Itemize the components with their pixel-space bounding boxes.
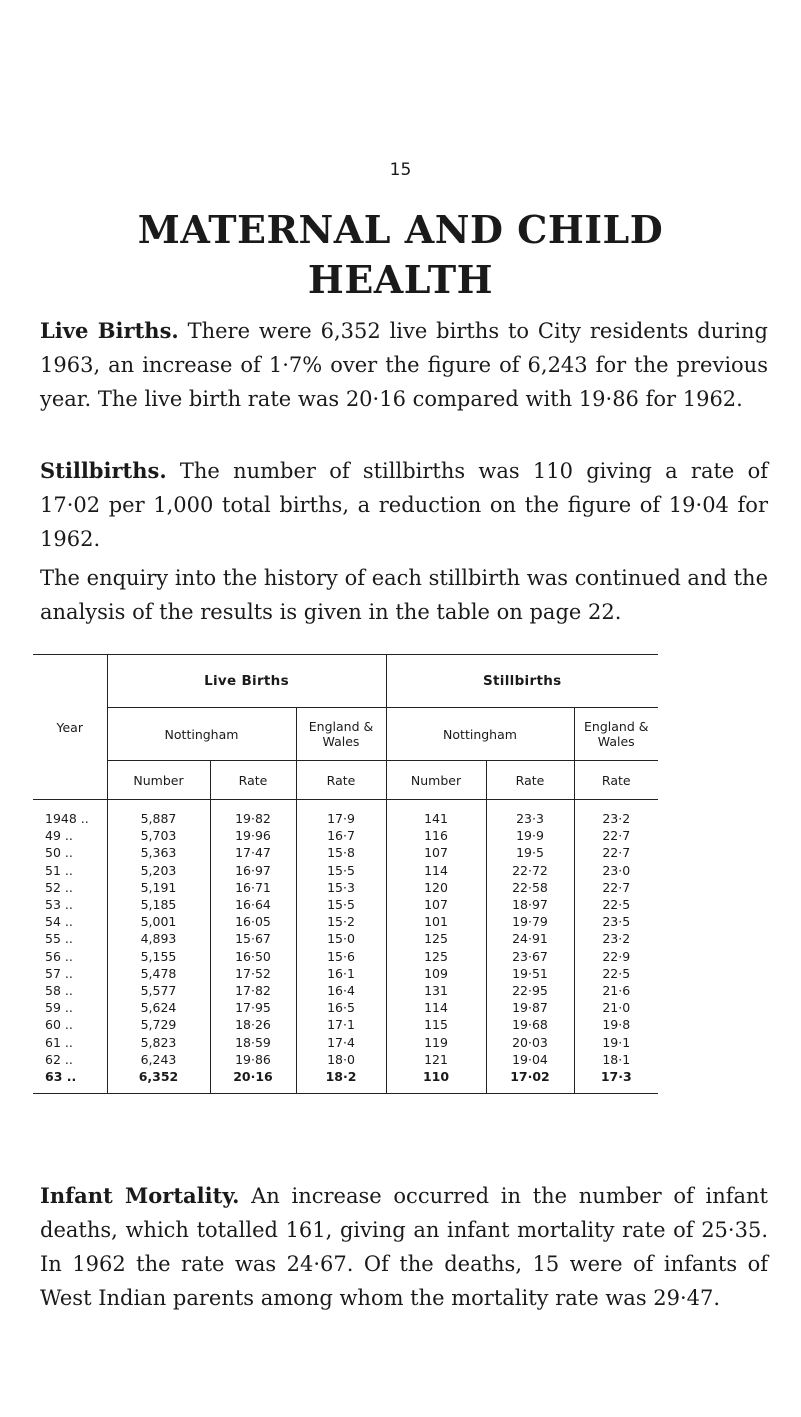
title-line-1: MATERNAL AND CHILD: [137, 207, 664, 252]
live-births-text: There were 6,352 live births to City residents during 1963, an increase of 1·7% over the figure of 6,243 for the previous year. The live birth rate was 20·16 compared with 19·86 for 1962.: [40, 319, 768, 411]
table-cell: 55 ..: [33, 930, 107, 947]
table-cell: 22·7: [602, 845, 631, 861]
table-cell: 1948 ..: [33, 800, 107, 828]
table-cell: 22·58: [486, 879, 574, 896]
table-cell: 19·5: [486, 844, 574, 861]
stillbirths-heading: Stillbirths.: [40, 458, 167, 483]
table-cell: 22·7: [602, 828, 631, 844]
live-number-header: Number: [107, 761, 210, 800]
live-births-group-header: Live Births: [107, 655, 386, 708]
page-number: 15: [389, 160, 412, 180]
table-cell: 125: [386, 948, 486, 965]
table-body: [33, 800, 658, 1094]
table-cell: 114: [386, 999, 486, 1016]
table-cell: 15·5: [296, 896, 386, 913]
table-cell: 101: [386, 913, 486, 930]
table-cell: 5,729: [107, 1016, 210, 1033]
table-cell: 115: [386, 1016, 486, 1033]
births-table: [33, 654, 658, 1094]
table-cell: 119: [386, 1034, 486, 1051]
table-cell: 5,001: [107, 913, 210, 930]
table-cell: 18·1: [602, 1051, 631, 1067]
table-cell: 20·16: [210, 1068, 296, 1094]
table-cell: 16·50: [210, 948, 296, 965]
infant-mortality-heading: Infant Mortality.: [40, 1183, 240, 1208]
still-rate-header: Rate: [486, 761, 574, 800]
table-cell: 19·04: [486, 1051, 574, 1068]
table-row: [33, 913, 658, 930]
table-cell: 125: [386, 930, 486, 947]
table-row: [33, 896, 658, 913]
still-number-header: Number: [386, 761, 486, 800]
table-cell: 19·1: [602, 1034, 631, 1050]
table-cell: 15·5: [296, 862, 386, 879]
table-cell: 18·2: [296, 1068, 386, 1094]
year-header: Year: [33, 655, 107, 800]
table-cell: 120: [386, 879, 486, 896]
table-cell: 17·47: [210, 844, 296, 861]
table-cell: 23·2: [602, 811, 631, 826]
table-cell: 17·82: [210, 982, 296, 999]
table-cell: 23·3: [486, 800, 574, 828]
table-cell: 116: [386, 827, 486, 844]
table-cell: 23·0: [602, 862, 631, 878]
table-cell: 23·67: [486, 948, 574, 965]
table-cell: 16·97: [210, 862, 296, 879]
table-cell: 18·59: [210, 1034, 296, 1051]
table-cell: 20·03: [486, 1034, 574, 1051]
table-row: [33, 982, 658, 999]
table-cell: 18·26: [210, 1016, 296, 1033]
table-cell: 51 ..: [33, 862, 107, 879]
table-cell: 17·52: [210, 965, 296, 982]
live-england-wales-header: England & Wales: [296, 708, 386, 761]
table-cell: 24·91: [486, 930, 574, 947]
table-cell: 21·0: [602, 1000, 631, 1016]
table-cell: 52 ..: [33, 879, 107, 896]
table-cell: 56 ..: [33, 948, 107, 965]
table-cell: 121: [386, 1051, 486, 1068]
table-row: [33, 1051, 658, 1068]
table-row: [33, 844, 658, 861]
table-cell: 57 ..: [33, 965, 107, 982]
table-cell: 15·8: [296, 844, 386, 861]
table-cell: 63 ..: [33, 1068, 107, 1094]
table-cell: 5,703: [107, 827, 210, 844]
table-cell: 21·6: [602, 983, 631, 999]
enquiry-paragraph: [40, 561, 768, 629]
table-cell: 22·72: [486, 862, 574, 879]
table-cell: 17·9: [296, 800, 386, 828]
table-cell: 16·71: [210, 879, 296, 896]
table-cell: 110: [386, 1068, 486, 1094]
table-row: [33, 1016, 658, 1033]
table-cell: 22·95: [486, 982, 574, 999]
table-row: [33, 879, 658, 896]
table-cell: 60 ..: [33, 1016, 107, 1033]
table-cell: 5,577: [107, 982, 210, 999]
table-cell: 5,185: [107, 896, 210, 913]
table-cell: 23·5: [602, 914, 631, 930]
table-cell: 16·5: [296, 999, 386, 1016]
table-cell: 6,352: [107, 1068, 210, 1094]
table-cell: 23·2: [602, 931, 631, 947]
table-cell: 6,243: [107, 1051, 210, 1068]
table-cell: 22·9: [602, 948, 631, 964]
table-cell: 5,823: [107, 1034, 210, 1051]
table-row: [33, 948, 658, 965]
table-cell: 131: [386, 982, 486, 999]
table-cell: 5,624: [107, 999, 210, 1016]
live-nottingham-header: Nottingham: [107, 708, 296, 761]
table-cell: 19·86: [210, 1051, 296, 1068]
table-cell: 5,203: [107, 862, 210, 879]
table-cell: 5,155: [107, 948, 210, 965]
table-row: [33, 862, 658, 879]
infant-mortality-paragraph: [40, 1179, 768, 1315]
still-england-wales-header: England & Wales: [574, 708, 658, 761]
stillbirths-group-header: Stillbirths: [386, 655, 658, 708]
table-cell: 18·97: [486, 896, 574, 913]
infant-mortality-text: An increase occurred in the number of infant deaths, which totalled 161, giving an infant mortality rate of 25·35. In 1962 the rate was 24·67. Of the deaths, 15 were of infants of West Indian parents among whom the mortality rate was 29·47.: [40, 1184, 768, 1310]
table-cell: 4,893: [107, 930, 210, 947]
table-row: [33, 999, 658, 1016]
live-ew-rate-header: Rate: [296, 761, 386, 800]
table-cell: 22·5: [602, 897, 631, 913]
table-cell: 16·1: [296, 965, 386, 982]
table-cell: 54 ..: [33, 913, 107, 930]
table-cell: 17·3: [574, 1068, 658, 1094]
table-row: [33, 1034, 658, 1051]
table-cell: 5,363: [107, 844, 210, 861]
table-cell: 17·1: [296, 1016, 386, 1033]
table-cell: 16·7: [296, 827, 386, 844]
table-cell: 107: [386, 844, 486, 861]
table-row: [33, 1068, 658, 1094]
table-cell: 15·3: [296, 879, 386, 896]
table-cell: 141: [386, 800, 486, 828]
table-cell: 62 ..: [33, 1051, 107, 1068]
table-cell: 16·05: [210, 913, 296, 930]
table-cell: 109: [386, 965, 486, 982]
stillbirths-paragraph: [40, 454, 768, 556]
still-ew-rate-header: Rate: [574, 761, 658, 800]
table-cell: 58 ..: [33, 982, 107, 999]
table-cell: 22·7: [602, 879, 631, 895]
table-cell: 17·4: [296, 1034, 386, 1051]
table-cell: 49 ..: [33, 827, 107, 844]
table-cell: 19·96: [210, 827, 296, 844]
table-cell: 107: [386, 896, 486, 913]
title-line-2: HEALTH: [307, 257, 494, 302]
table-cell: 15·67: [210, 930, 296, 947]
table-cell: 19·8: [602, 1017, 631, 1033]
table-cell: 5,478: [107, 965, 210, 982]
table-cell: 59 ..: [33, 999, 107, 1016]
live-births-paragraph: [40, 314, 768, 416]
still-nottingham-header: Nottingham: [386, 708, 574, 761]
page-title: [0, 205, 801, 305]
table-cell: 22·5: [602, 965, 631, 981]
table-cell: 114: [386, 862, 486, 879]
table-cell: 19·87: [486, 999, 574, 1016]
table-row: [33, 800, 658, 828]
stillbirths-text: The number of stillbirths was 110 giving a rate of 17·02 per 1,000 total births, a reduction on the figure of 19·04 for 1962.: [40, 459, 768, 551]
table-cell: 15·0: [296, 930, 386, 947]
table-cell: 19·82: [210, 800, 296, 828]
table-cell: 5,191: [107, 879, 210, 896]
enquiry-text: The enquiry into the history of each stillbirth was continued and the analysis of the results is given in the table on page 22.: [40, 566, 768, 624]
table-cell: 17·02: [486, 1068, 574, 1094]
table-row: [33, 965, 658, 982]
table-cell: 50 ..: [33, 844, 107, 861]
table-cell: 19·68: [486, 1016, 574, 1033]
table-cell: 17·95: [210, 999, 296, 1016]
table-cell: 16·4: [296, 982, 386, 999]
table-row: [33, 930, 658, 947]
table-cell: 61 ..: [33, 1034, 107, 1051]
table-cell: 16·64: [210, 896, 296, 913]
table-cell: 19·51: [486, 965, 574, 982]
table-cell: 19·9: [486, 827, 574, 844]
table-cell: 18·0: [296, 1051, 386, 1068]
live-rate-header: Rate: [210, 761, 296, 800]
live-births-heading: Live Births.: [40, 318, 179, 343]
table-row: [33, 827, 658, 844]
table-cell: 15·6: [296, 948, 386, 965]
table-cell: 5,887: [107, 800, 210, 828]
table-cell: 15·2: [296, 913, 386, 930]
table-cell: 19·79: [486, 913, 574, 930]
table-cell: 53 ..: [33, 896, 107, 913]
